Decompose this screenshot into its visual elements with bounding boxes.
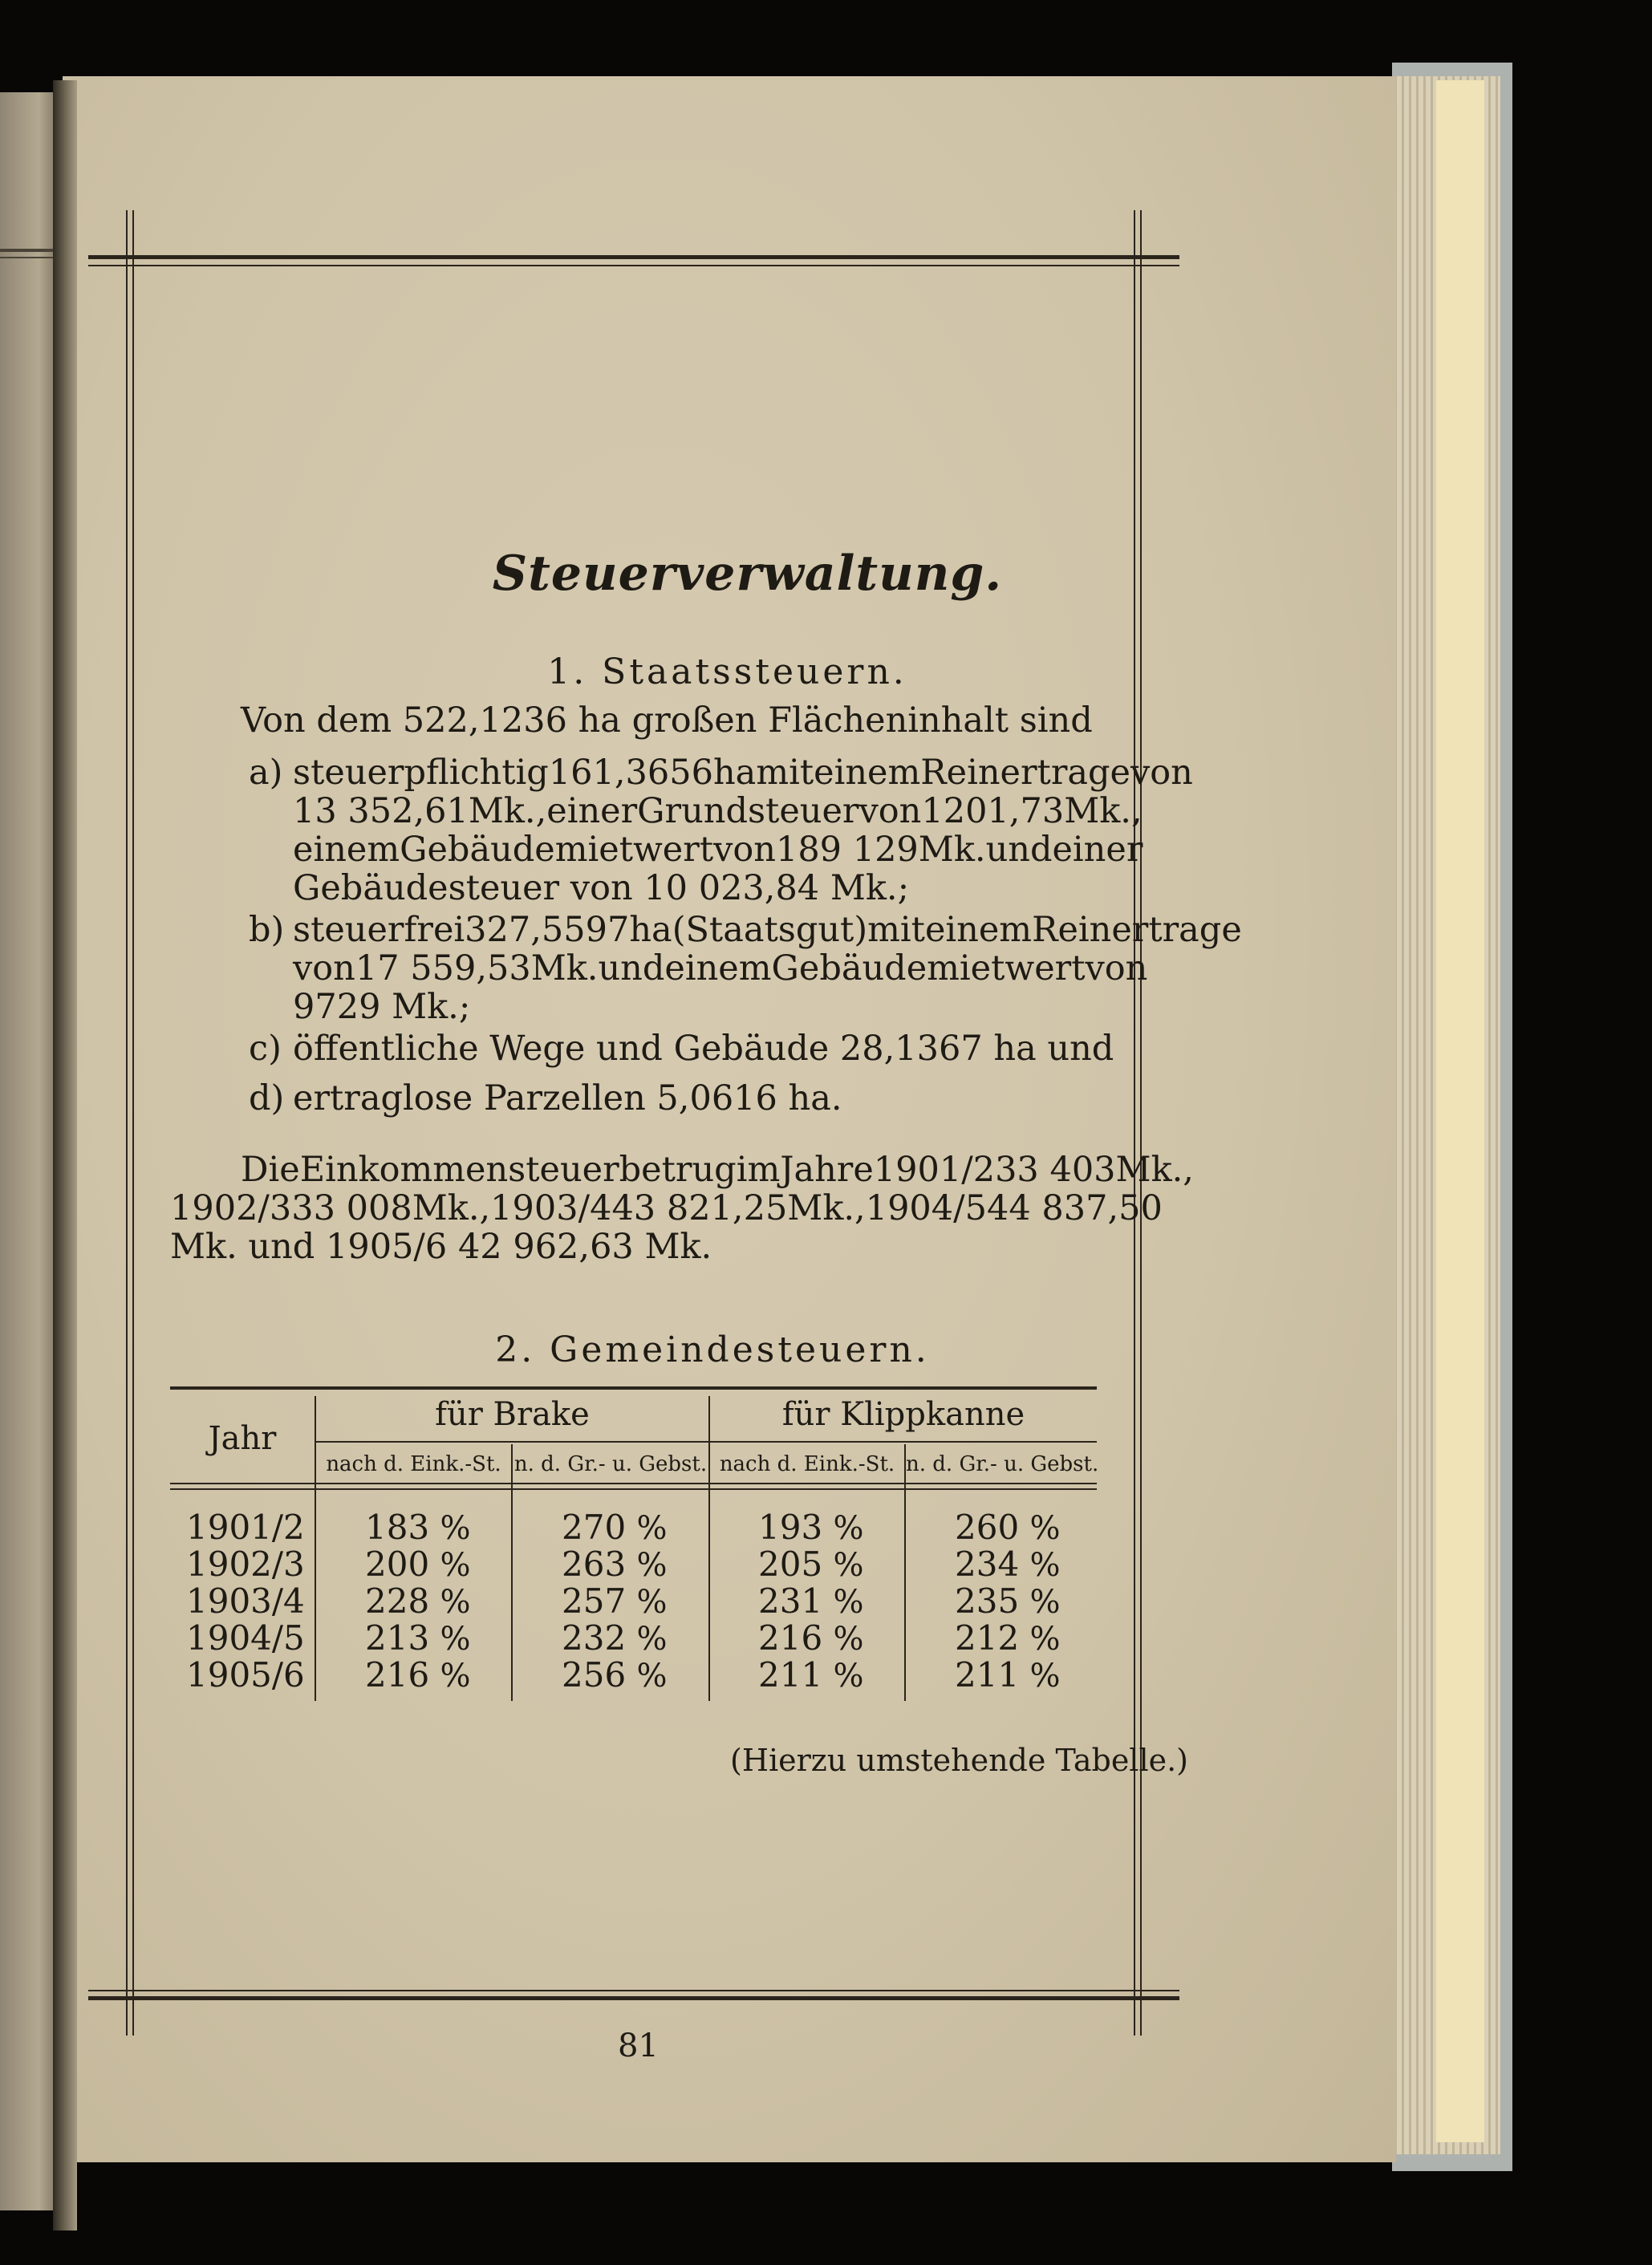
cell-value: 211 xyxy=(955,1655,1020,1695)
paragraph-intro: Von dem 522,1236 ha großen Flächeninhalt sind xyxy=(241,700,1093,741)
word: 1902/3 xyxy=(170,1188,292,1228)
word: Mk., xyxy=(787,1188,866,1228)
cell-unit: % xyxy=(636,1584,668,1621)
word: im xyxy=(736,1150,781,1190)
text-line xyxy=(293,909,1242,951)
cell-value: 270 xyxy=(562,1508,627,1547)
column-group-klippkanne: für Klippkanne xyxy=(781,1396,1025,1433)
cell-unit: % xyxy=(833,1584,864,1621)
table-cell-year: 1901/2 xyxy=(186,1508,305,1547)
text-line xyxy=(293,790,1143,832)
text-line: öffentliche Wege und Gebäude 28,1367 ha und xyxy=(293,1029,1114,1069)
word: Jahre xyxy=(780,1150,874,1190)
word: mit xyxy=(867,910,925,950)
table-cell xyxy=(562,1508,668,1548)
word: von xyxy=(1130,753,1193,793)
page-title: Steuerverwaltung. xyxy=(492,546,1003,602)
word: Reinertrage xyxy=(1032,910,1242,950)
word: Mk. xyxy=(918,830,986,870)
table-cell xyxy=(758,1508,864,1548)
word: 43 821,25 xyxy=(611,1188,788,1228)
word: und xyxy=(985,830,1053,870)
word: von xyxy=(858,791,922,831)
table-top-rule xyxy=(170,1386,1097,1390)
word: von xyxy=(1085,948,1148,988)
table-cell-year: 1905/6 xyxy=(186,1655,305,1695)
word: 44 837,50 xyxy=(987,1188,1163,1228)
cell-value: 200 xyxy=(365,1545,430,1584)
table-column-rule xyxy=(315,1396,316,1701)
text-line: Gebäudesteuer von 10 023,84 Mk.; xyxy=(293,868,910,908)
cell-unit: % xyxy=(1029,1547,1061,1584)
column-header-year: Jahr xyxy=(208,1420,277,1457)
list-marker: d) xyxy=(249,1078,285,1118)
table-column-rule xyxy=(904,1444,906,1701)
page xyxy=(63,76,1396,2162)
word: von xyxy=(293,948,355,988)
word: 13 352,61 xyxy=(293,791,469,831)
word: einem xyxy=(814,753,921,793)
cell-unit: % xyxy=(440,1547,471,1584)
word: 17 559,53 xyxy=(355,948,531,988)
word: 1903/4 xyxy=(490,1188,612,1228)
text-line xyxy=(293,829,1143,871)
table-cell xyxy=(365,1656,471,1695)
column-subheader: nach d. Eink.-St. xyxy=(326,1452,501,1476)
word: Mk. xyxy=(530,948,599,988)
frame-left-rule xyxy=(126,210,128,2036)
word: Mk., xyxy=(1064,791,1143,831)
column-subheader: nach d. Eink.-St. xyxy=(719,1452,895,1476)
table-cell xyxy=(562,1582,668,1622)
table-cell xyxy=(365,1582,471,1622)
book-gutter xyxy=(53,80,77,2230)
cell-unit: % xyxy=(636,1621,668,1658)
word: Grundsteuer xyxy=(637,791,859,831)
section-heading: 2. Gemeindesteuern. xyxy=(495,1329,930,1370)
cell-value: 228 xyxy=(365,1581,430,1621)
list-marker: a) xyxy=(249,753,283,793)
list-marker: b) xyxy=(249,910,285,950)
table-cell xyxy=(955,1619,1061,1658)
cell-unit: % xyxy=(1029,1658,1061,1695)
cell-unit: % xyxy=(1029,1621,1061,1658)
frame-top-rule xyxy=(88,255,1179,259)
table-cell xyxy=(562,1656,668,1695)
word: 33 008 xyxy=(291,1188,412,1228)
word: Gebäudemietwert xyxy=(400,830,714,870)
cell-unit: % xyxy=(1029,1510,1061,1547)
word: einer xyxy=(1052,830,1143,870)
table-cell xyxy=(365,1619,471,1658)
word: einer xyxy=(546,791,638,831)
cell-value: 263 xyxy=(562,1545,627,1584)
word: 1201,73 xyxy=(921,791,1065,831)
table-cell xyxy=(365,1545,471,1585)
frame-top-rule-thin xyxy=(88,265,1179,266)
cell-unit: % xyxy=(1029,1584,1061,1621)
word: steuerpflichtig xyxy=(293,753,549,793)
word: 327,5597 xyxy=(465,910,630,950)
word: 189 129 xyxy=(775,830,919,870)
text-line xyxy=(293,752,1193,794)
word: Mk., xyxy=(412,1188,491,1228)
table-cell-year: 1903/4 xyxy=(186,1581,305,1621)
table-cell xyxy=(955,1545,1061,1585)
table-cell xyxy=(562,1545,668,1585)
table-cell xyxy=(955,1508,1061,1548)
page-number: 81 xyxy=(618,2028,659,2064)
word: mit xyxy=(756,753,814,793)
cell-value: 232 xyxy=(562,1618,627,1658)
cell-unit: % xyxy=(636,1547,668,1584)
table-cell xyxy=(365,1508,471,1548)
frame-left-rule xyxy=(132,210,134,2036)
word: Mk., xyxy=(1115,1150,1194,1190)
cell-value: 260 xyxy=(955,1508,1020,1547)
word: ha xyxy=(629,910,672,950)
table-column-rule xyxy=(708,1396,710,1701)
word: 161,3656 xyxy=(548,753,713,793)
table-cell xyxy=(758,1656,864,1695)
table-cell-year: 1904/5 xyxy=(186,1618,305,1658)
word: Mk., xyxy=(468,791,547,831)
cell-value: 231 xyxy=(758,1581,823,1621)
cell-value: 256 xyxy=(562,1655,627,1695)
word: Einkommensteuer xyxy=(299,1150,619,1190)
column-subheader: n. d. Gr.- u. Gebst. xyxy=(906,1452,1099,1476)
table-cell xyxy=(955,1582,1061,1622)
word: steuerfrei xyxy=(293,910,465,950)
word: (Staatsgut) xyxy=(672,910,868,950)
text-line: 9729 Mk.; xyxy=(293,987,471,1027)
word: Die xyxy=(241,1150,300,1190)
cell-value: 212 xyxy=(955,1618,1020,1658)
cell-value: 211 xyxy=(758,1655,823,1695)
cell-unit: % xyxy=(440,1584,471,1621)
word: Gebäudemietwert xyxy=(771,948,1086,988)
section-heading: 1. Staatssteuern. xyxy=(547,651,907,692)
cell-value: 235 xyxy=(955,1581,1020,1621)
frame-bottom-rule xyxy=(88,1990,1179,1991)
word: ha xyxy=(712,753,757,793)
cell-unit: % xyxy=(833,1621,864,1658)
text-line: Mk. und 1905/6 42 962,63 Mk. xyxy=(170,1227,712,1267)
word: 33 403 xyxy=(995,1150,1116,1190)
table-column-rule xyxy=(511,1444,513,1701)
cell-unit: % xyxy=(636,1658,668,1695)
word: 1904/5 xyxy=(865,1188,987,1228)
cell-unit: % xyxy=(440,1621,471,1658)
text-line xyxy=(241,1149,1194,1191)
footnote: (Hierzu umstehende Tabelle.) xyxy=(730,1743,1189,1778)
cell-value: 257 xyxy=(562,1581,627,1621)
table-header-bottom-rule xyxy=(170,1483,1097,1484)
cell-value: 234 xyxy=(955,1545,1020,1584)
list-marker: c) xyxy=(249,1029,282,1069)
table-subheader-rule xyxy=(316,1441,1097,1443)
table-header-bottom-rule xyxy=(170,1488,1097,1490)
cell-unit: % xyxy=(440,1510,471,1547)
word: 1901/2 xyxy=(873,1150,996,1190)
column-subheader: n. d. Gr.- u. Gebst. xyxy=(513,1452,708,1476)
cell-unit: % xyxy=(636,1510,668,1547)
word: betrug xyxy=(619,1150,737,1190)
cell-unit: % xyxy=(833,1510,864,1547)
cell-value: 213 xyxy=(365,1618,430,1658)
word: einem xyxy=(924,910,1033,950)
cell-unit: % xyxy=(833,1547,864,1584)
cell-value: 183 xyxy=(365,1508,430,1547)
cell-value: 216 xyxy=(758,1618,823,1658)
word: einem xyxy=(293,830,400,870)
table-cell xyxy=(562,1619,668,1658)
table-cell xyxy=(955,1656,1061,1695)
word: Reinertrage xyxy=(920,753,1130,793)
column-group-brake: für Brake xyxy=(435,1396,590,1433)
text-line xyxy=(293,948,1148,989)
cell-value: 216 xyxy=(365,1655,430,1695)
table-cell xyxy=(758,1545,864,1585)
cell-unit: % xyxy=(440,1658,471,1695)
text-line: ertraglose Parzellen 5,0616 ha. xyxy=(293,1078,842,1118)
frame-bottom-rule-thick xyxy=(88,1996,1179,2000)
endpaper xyxy=(1436,80,1484,2142)
text-line xyxy=(170,1187,1163,1229)
table-cell xyxy=(758,1619,864,1658)
table-cell-year: 1902/3 xyxy=(186,1545,305,1584)
cell-value: 193 xyxy=(758,1508,823,1547)
cell-value: 205 xyxy=(758,1545,823,1584)
word: einem xyxy=(664,948,772,988)
table-cell xyxy=(758,1582,864,1622)
cell-unit: % xyxy=(833,1658,864,1695)
word: von xyxy=(713,830,776,870)
word: und xyxy=(598,948,665,988)
